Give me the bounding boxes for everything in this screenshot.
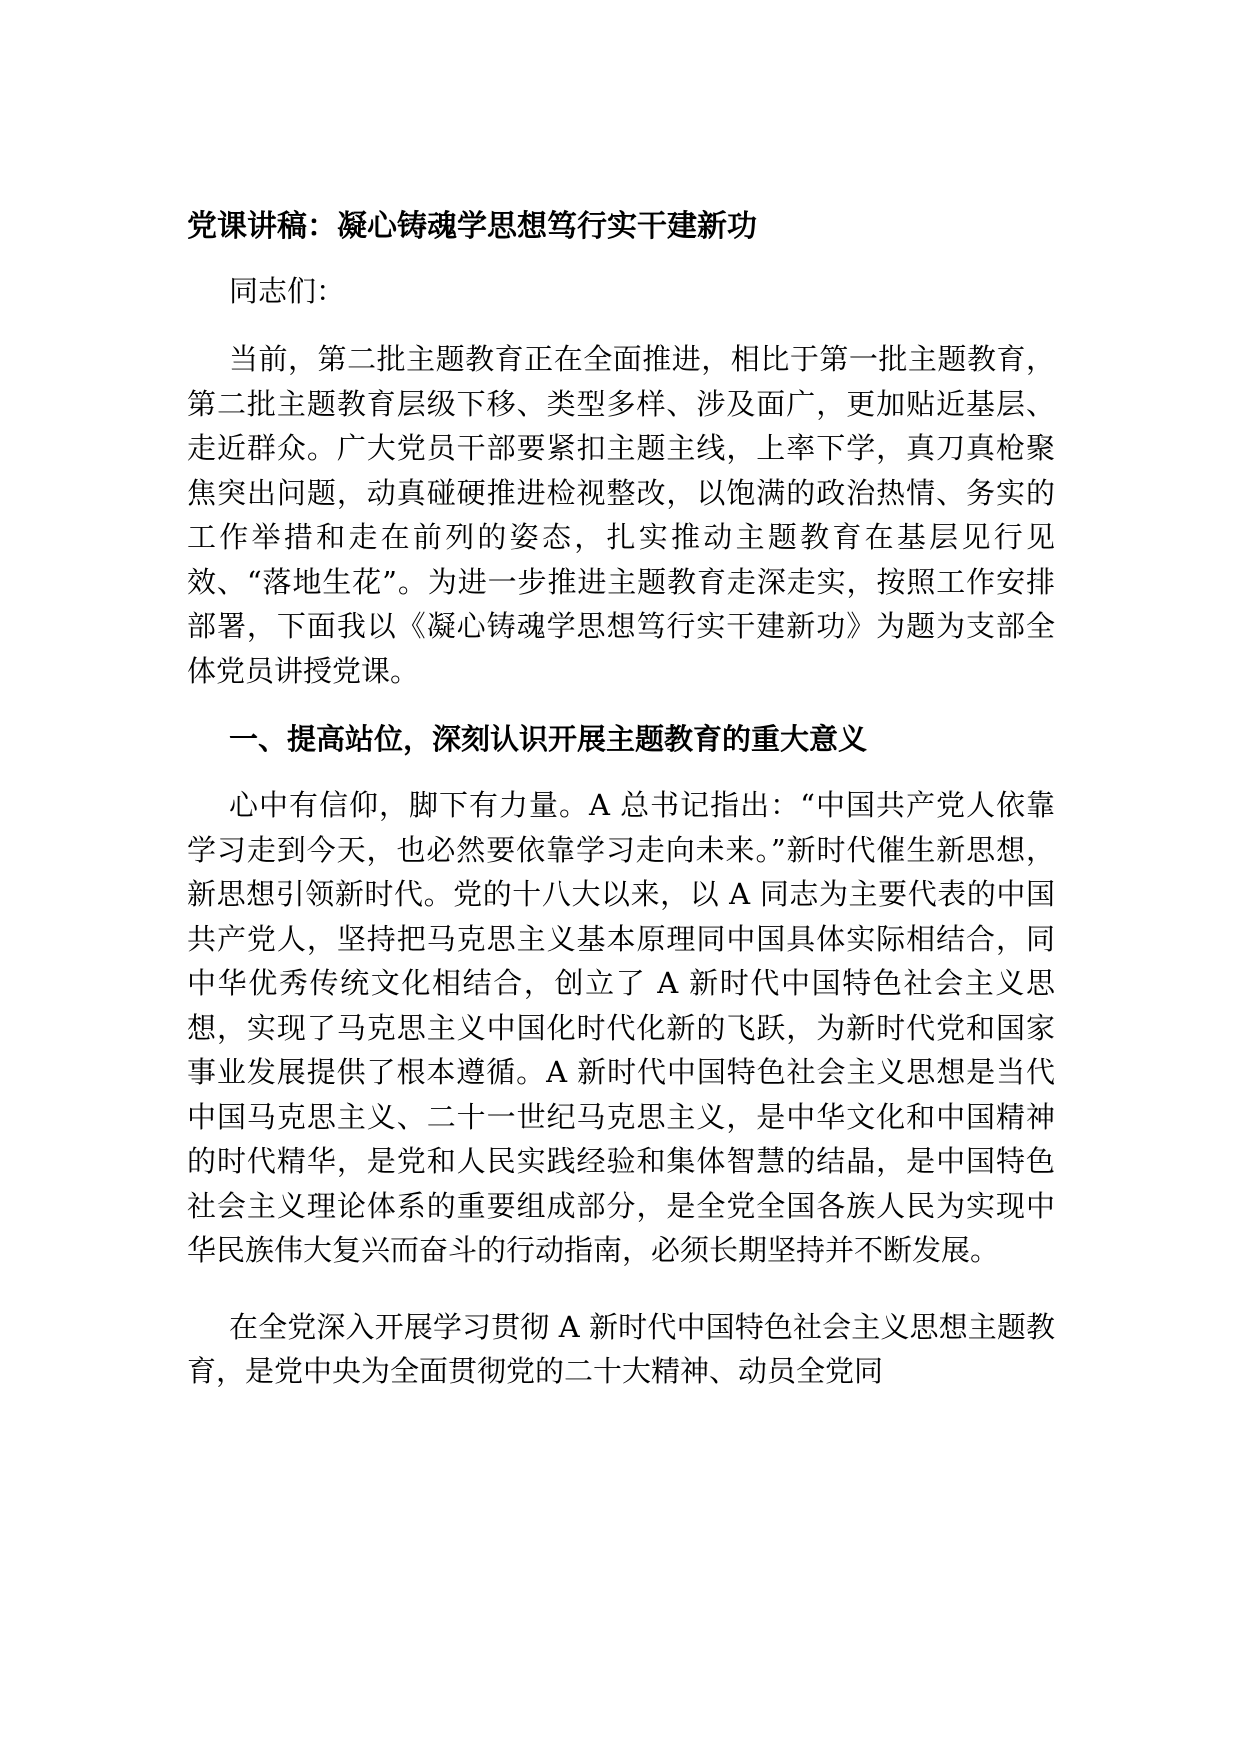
paragraph-continued: 在全党深入开展学习贯彻 A 新时代中国特色社会主义思想主题教育，是党中央为全面贯彻党的二十大精神、动员全党同 bbox=[187, 1309, 1055, 1388]
document-title: 党课讲稿：凝心铸魂学思想笃行实干建新功 bbox=[187, 209, 757, 244]
paragraph-body: 心中有信仰，脚下有力量。A 总书记指出：“中国共产党人依靠学习走到今天，也必然要依靠学习走向未来。”新时代催生新思想，新思想引领新时代。党的十八大以来，以 A 同志为主要代表的中国共产党人，坚持把马克思主义基本原理同中国具体实际相结合，同中华优秀传统文化相结合，创立了 A 新时代中国特色社会主义思想，实现了马克思主义中国化时代化新的飞跃，为新时代党和国家事业发展提供了根本遵循。A 新时代中国特色社会主义思想是当代中国马克思主义、二十一世纪马克思主义，是中华文化和中国精神的时代精华，是党和人民实践经验和集体智慧的结晶，是中国特色社会主义理论体系的重要组成部分，是全党全国各族人民为实现中华民族伟大复兴而奋斗的行动指南，必须长期坚持并不断发展。 bbox=[187, 788, 1055, 1267]
paragraph-intro: 当前，第二批主题教育正在全面推进，相比于第一批主题教育，第二批主题教育层级下移、类型多样、涉及面广，更加贴近基层、走近群众。广大党员干部要紧扣主题主线，上率下学，真刀真枪聚焦突出问题，动真碰硬推进检视整改，以饱满的政治热情、务实的工作举措和走在前列的姿态，扎实推动主题教育在基层见行见效、“落地生花”。为进一步推进主题教育走深走实，按照工作安排部署，下面我以《凝心铸魂学思想笃行实干建新功》为题为支部全体党员讲授党课。 bbox=[187, 342, 1055, 688]
section-heading: 一、提高站位，深刻认识开展主题教育的重大意义 bbox=[229, 722, 868, 756]
greeting: 同志们： bbox=[229, 274, 346, 308]
document-body bbox=[187, 205, 1055, 1394]
